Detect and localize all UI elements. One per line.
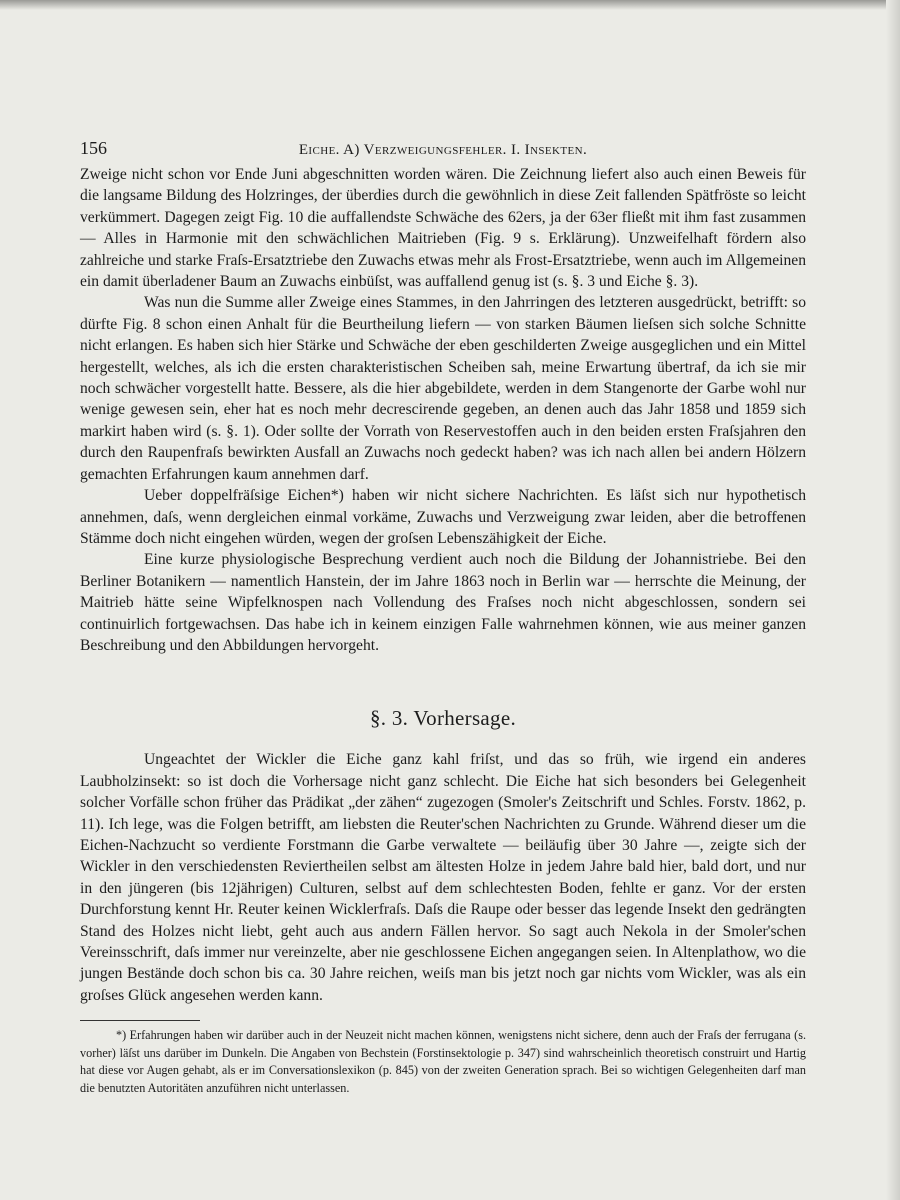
- paragraph-1: Zweige nicht schon vor Ende Juni abgeschnitten worden wären. Die Zeichnung liefert also auch einen Beweis für die langsame Bildung des Holzringes, der überdies durch die gewöhnlich in diese Zeit fallenden Spätfröste so leicht verkümmert. Dagegen zeigt Fig. 10 die auffallendste Schwäche des 62ers, ja der 63er fließt mit ihm fast zusammen — Alles in Harmonie mit den schwächlichen Maitrieben (Fig. 9 s. Erklärung). Unzweifelhaft fördern also zahlreiche und starke Fraſs-Ersatztriebe den Zuwachs etwas mehr als Frost-Ersatztriebe, wenn auch im Allgemeinen ein damit überladener Baum an Zuwachs einbüſst, was auffallend genug ist (s. §. 3 und Eiche §. 3).: [80, 166, 806, 291]
- paragraph-4: Eine kurze physiologische Besprechung verdient auch noch die Bildung der Johannistriebe. Bei den Berliner Botanikern — namentlich Hanstein, der im Jahre 1863 noch in Berlin war — herrschte die Meinung, der Maitrieb hätte seine Wipfelknospen nach Vollendung des Fraſses noch nicht abgeschlossen, sondern sei continuirlich fortgewachsen. Das habe ich in keinem einzigen Falle wahrnehmen können, wie aus meiner ganzen Beschreibung und den Abbildungen hervorgeht.: [80, 551, 806, 654]
- footnote-rule: [80, 1020, 200, 1021]
- paragraph-3: Ueber doppelfräſsige Eichen*) haben wir nicht sichere Nachrichten. Es läſst sich nur hypothetisch annehmen, daſs, wenn dergleichen einmal vorkäme, Zuwachs und Verzweigung zwar leiden, aber die betroffenen Stämme doch nicht eingehen würden, wegen der groſsen Lebenszähigkeit der Eiche.: [80, 487, 806, 547]
- book-page: [80, 138, 806, 1098]
- paragraph-2: Was nun die Summe aller Zweige eines Stammes, in den Jahrringen des letzteren ausgedrückt, betrifft: so dürfte Fig. 8 schon einen Anhalt für die Beurtheilung liefern — von starken Bäumen lieſsen sich solche Schnitte nicht erlangen. Es haben sich hier Stärke und Schwäche der eben geschilderten Zweige ausgeglichen und ein Mittel hergestellt, welches, als ich die ersten charakteristischen Scheiben sah, meine Erwartung übertraf, da ich sie mir noch schwächer vorgestellt hatte. Bessere, als die hier abgebildete, werden in dem Stangenorte der Garbe wohl nur wenige gewesen sein, eher hat es noch mehr decrescirende gegeben, an denen auch das Jahr 1858 und 1859 sich markirt haben wird (s. §. 1). Oder sollte der Vorrath von Reservestoffen auch in den beiden ersten Fraſsjahren den durch den Raupenfraſs bewirkten Ausfall an Zuwachs noch gedeckt haben? was ich nach allen bei andern Hölzern gemachten Erfahrungen kaum annehmen darf.: [80, 294, 806, 483]
- scan-edge: [0, 0, 900, 10]
- section-paragraph: Ungeachtet der Wickler die Eiche ganz kahl friſst, und das so früh, wie irgend ein anderes Laubholzinsekt: so ist doch die Vorhersage nicht ganz schlecht. Die Eiche hat sich besonders bei Gelegenheit solcher Vorfälle schon früher das Prädikat „der zähen“ zugezogen (Smoler's Zeitschrift und Schles. Forstv. 1862, p. 11). Ich lege, was die Folgen betrifft, am liebsten die Reuter'schen Nachrichten zu Grunde. Während dieser um die Eichen-Nachzucht so verdiente Forstmann die Garbe verwaltete — beiläufig über 30 Jahre —, zeigte sich der Wickler in den verschiedensten Reviertheilen selbst am ältesten Holze in jedem Jahre bald hier, bald dort, und nur in den jüngeren (bis 12jährigen) Culturen, selbst auf dem schlechtesten Boden, fehlte er ganz. Vor der ersten Durchforstung kennt Hr. Reuter keinen Wicklerfraſs. Daſs die Raupe oder besser das legende Insekt den gedrängten Stand des Holzes nicht liebt, geht auch aus andern Fällen hervor. So sagt auch Nekola in der Smoler'schen Vereinsschrift, daſs immer nur vereinzelte, aber nie geschlossene Eichen angegangen seien. In Altenplathow, wo die jungen Bestände doch schon bis ca. 30 Jahre reichen, weiſs man bis jetzt noch gar nichts vom Wickler, was als ein groſses Glück angesehen werden kann.: [80, 751, 806, 1004]
- page-edge-shadow: [886, 0, 900, 1200]
- section-heading: §. 3. Vorhersage.: [369, 706, 517, 731]
- running-header: [80, 138, 806, 164]
- footnote: *) Erfahrungen haben wir darüber auch in der Neuzeit nicht machen können, wenigstens nicht sichere, denn auch der Fraſs der ferrugana (s. vorher) läſst uns darüber im Dunkeln. Die Angaben von Bechstein (Forstinsektologie p. 347) sind wahrscheinlich theoretisch construirt und Hartig hat diese vor Augen gehabt, als er im Conversationslexikon (p. 845) von der zweiten Generation sprach. Bei so wichtigen Gelegenheiten darf man die benutzten Autoritäten anzuführen nicht unterlassen.: [80, 1028, 806, 1095]
- running-title: Eiche. A) Verzweigungsfehler. I. Insekten.: [298, 142, 588, 158]
- page-number: 156: [80, 138, 107, 158]
